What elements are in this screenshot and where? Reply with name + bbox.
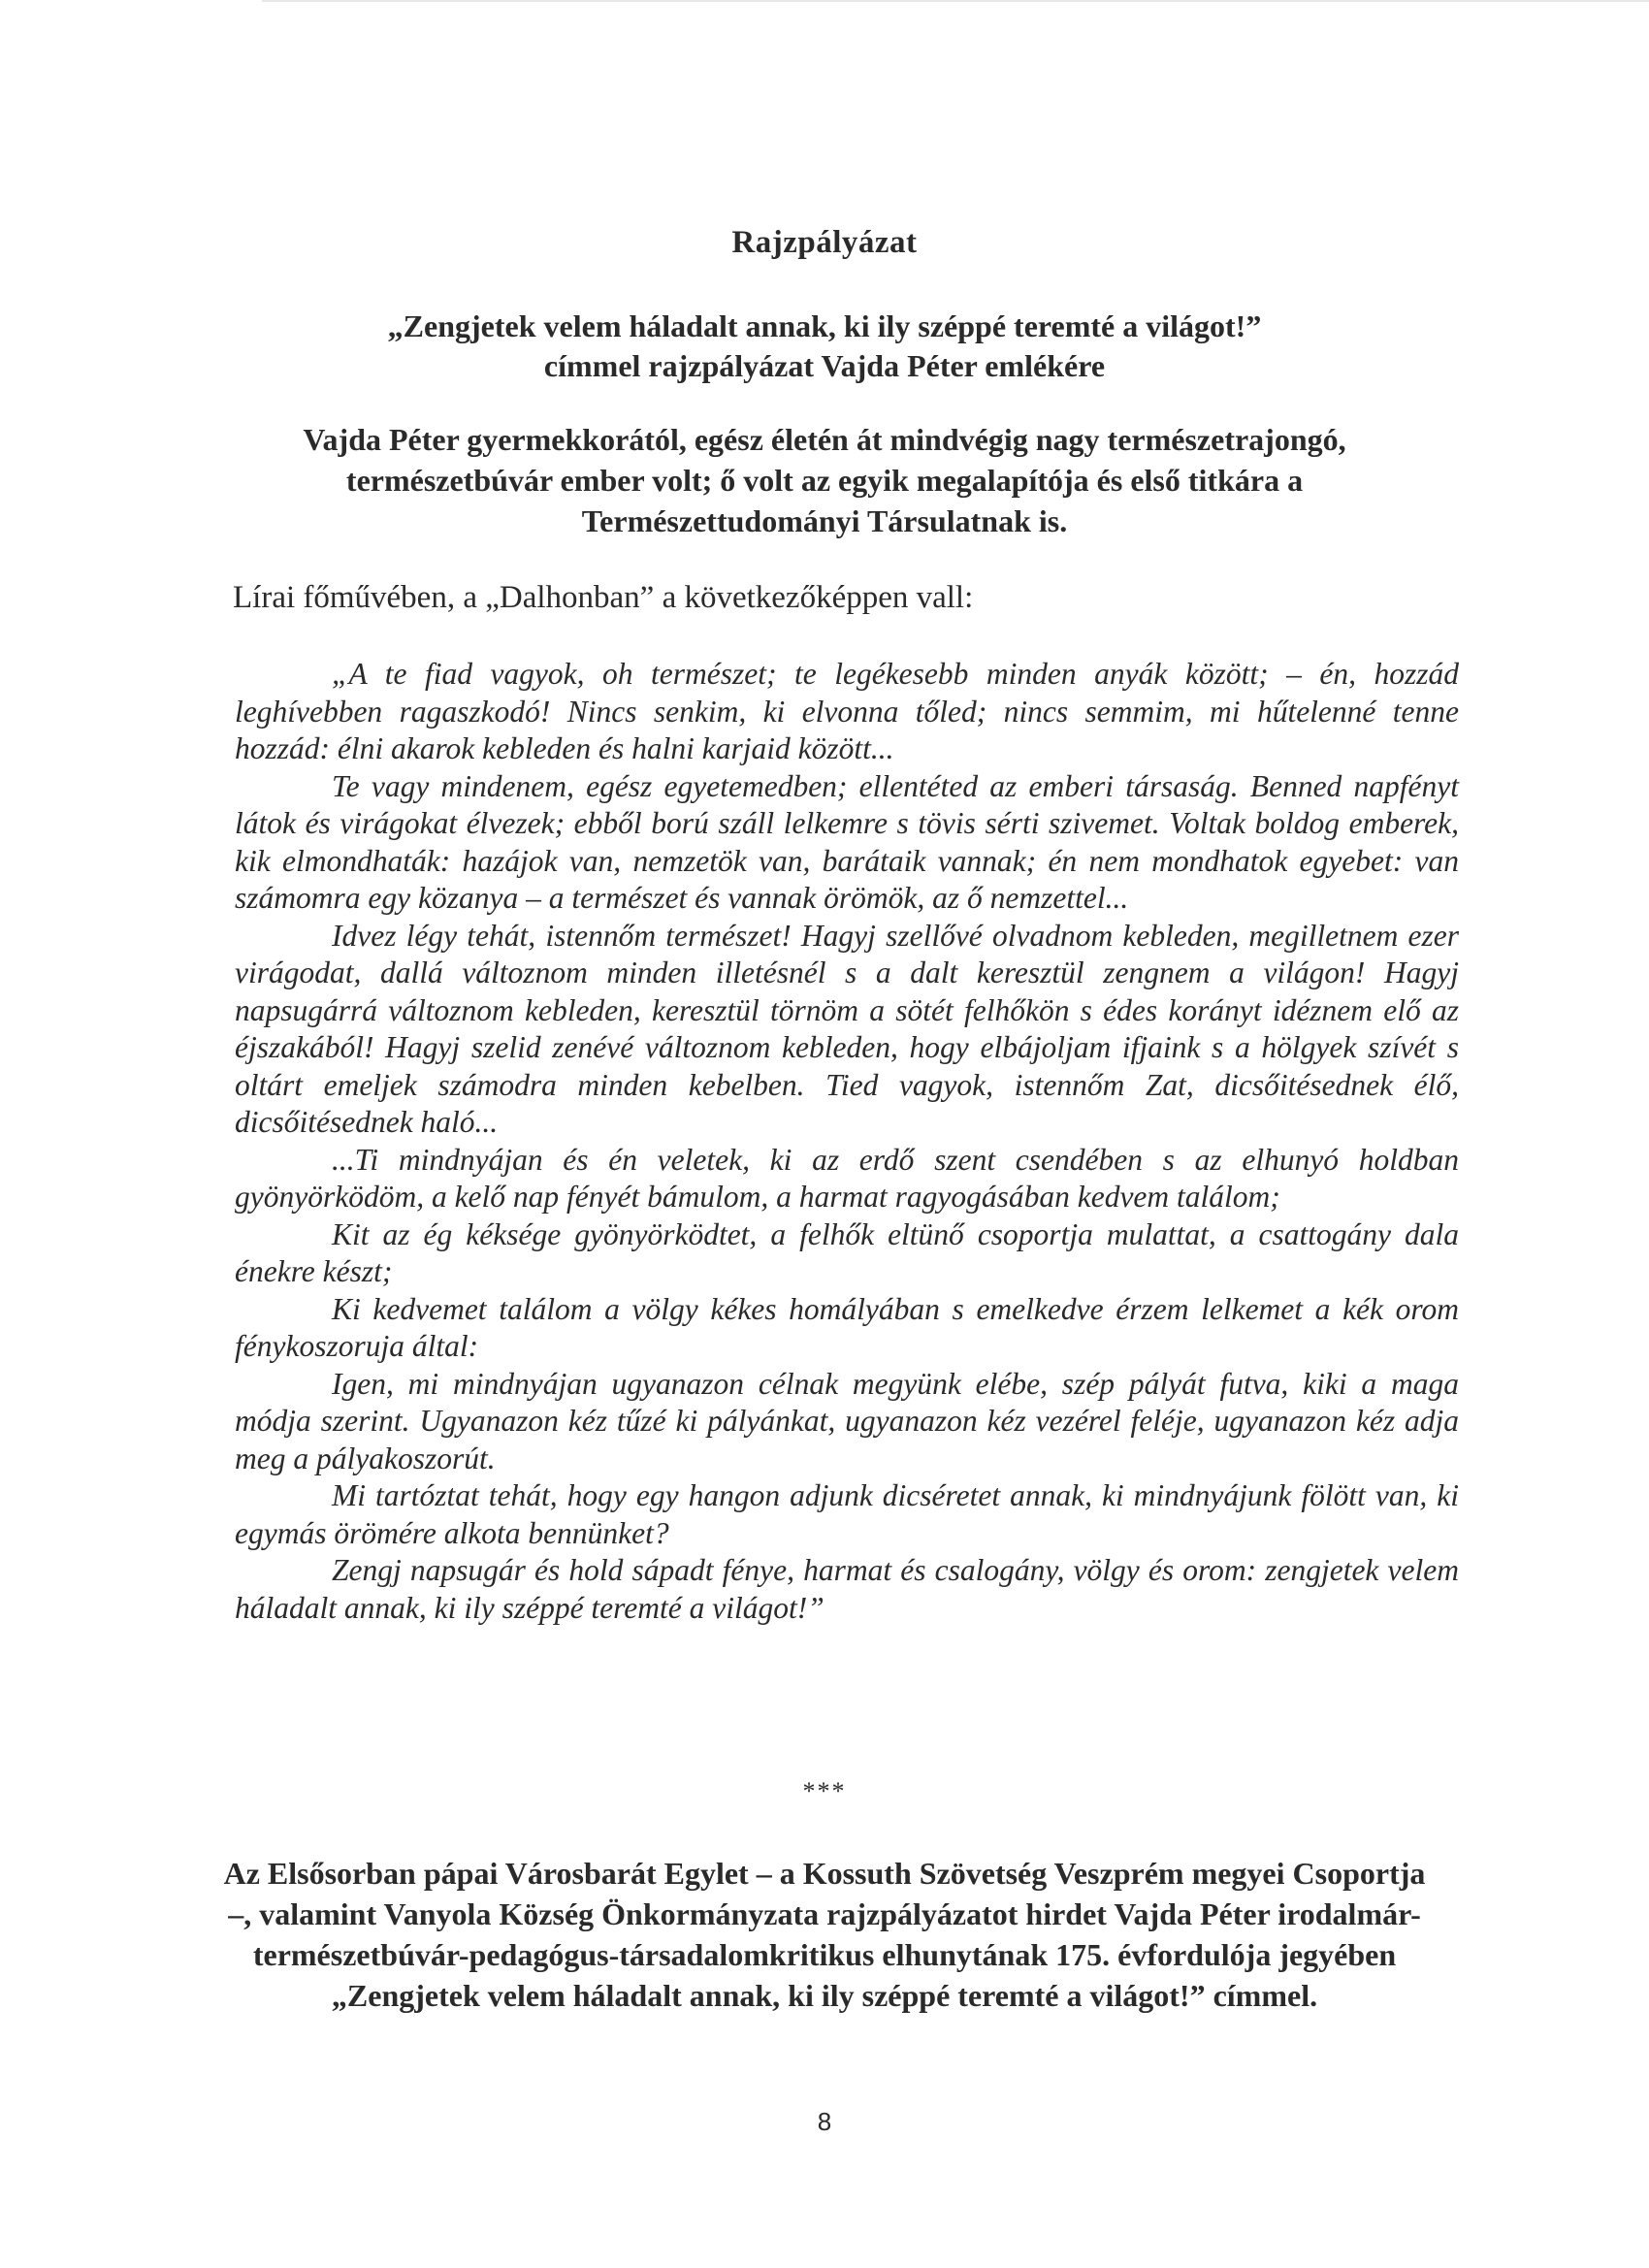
- quote-paragraph: Idvez légy tehát, istennőm természet! Hagyj szellővé olvadnom kebleden, megilletnem ezer virágodat, dallá változnom minden illetésnél s a dalt keresztül zengnem a világon! Hagyj napsugárrá változnom kebleden, keresztül törnöm a sötét felhőkön s édes korányt idéznem elő az éjszakából! Hagyj szelid zenévé változnom kebleden, hogy elbájoljam ifjaink s a hölgyek szívét s oltárt emeljek számodra minden kebelben. Tied vagyok, istennőm Zat, dicsőitésednek élő, dicsőitésednek haló...: [235, 918, 1459, 1139]
- scan-edge-line: [262, 0, 1649, 2]
- quote-paragraph: Kit az ég kéksége gyönyörködtet, a felhők eltünő csoportja mulattat, a csattogány dala énekre készt;: [235, 1216, 1459, 1288]
- subtitle-line-1: „Zengjetek velem háladalt annak, ki ily széppé teremté a világot!”: [387, 308, 1262, 343]
- subtitle: [291, 307, 1358, 386]
- quote-paragraph: Zengj napsugár és hold sápadt fénye, harmat és csalogány, völgy és orom: zengjetek velem háladalt annak, ki ily széppé teremté a világot!”: [235, 1553, 1459, 1625]
- quote-paragraph: ...Ti mindnyájan és én veletek, ki az erdő szent csendében s az elhunyó holdban gyönyörködöm, a kelő nap fényét bámulom, a harmat ragyogásában kedvem találom;: [235, 1142, 1459, 1214]
- quote-paragraph: Ki kedvemet találom a völgy kékes homályában s emelkedve érzem lelkemet a kék orom fénykoszoruja által:: [235, 1291, 1459, 1363]
- subtitle-line-2: címmel rajzpályázat Vajda Péter emlékére: [543, 348, 1106, 383]
- quote-paragraph: „A te fiad vagyok, oh természet; te legékesebb minden anyák között; – én, hozzád leghívebben ragaszkodó! Nincs senkim, ki elvonna tőled; nincs semmim, mi hűtelenné tenne hozzád: élni akarok kebleden és halni karjaid között...: [235, 657, 1459, 765]
- quote-paragraph: Mi tartóztat tehát, hogy egy hangon adjunk dicséretet annak, ki mindnyájunk fölött van, ki egymás örömére alkota bennünket?: [235, 1478, 1459, 1550]
- lead-sentence: Lírai főművében, a „Dalhonban” a következőképpen vall:: [233, 580, 974, 615]
- page-title: Rajzpályázat: [731, 225, 918, 260]
- quotation-block: [235, 656, 1459, 1627]
- intro-paragraph: Vajda Péter gyermekkorától, egész életén át mindvégig nagy természetrajongó, természetbúvár ember volt; ő volt az egyik megalapítója és első titkára a Természettudományi Társulatnak is.: [303, 422, 1346, 538]
- announcement-paragraph: Az Elsősorban pápai Városbarát Egylet – a Kossuth Szövetség Veszprém megyei Csoportja –, valamint Vanyola Község Önkormányzata rajzpályázatot hirdet Vajda Péter irodalmár-természetbúvár-pedagógus-társadalomkritikus elhunytának 175. évfordulója jegyében „Zengjetek velem háladalt annak, ki ily széppé teremté a világot!” címmel.: [223, 1856, 1426, 2013]
- quote-paragraph: Te vagy mindenem, egész egyetemedben; ellentéted az emberi társaság. Benned napfényt látok és virágokat élvezek; ebből ború száll lelkemre s tövis sérti szivemet. Voltak boldog emberek, kik elmondhaták: hazájok van, nemzetök van, barátaik vannak; én nem mondhatok egyebet: van számomra egy közanya – a természet és vannak örömök, az ő nemzettel...: [235, 768, 1459, 915]
- section-separator: ***: [802, 1777, 847, 1805]
- page-number: 8: [817, 2107, 832, 2136]
- quote-paragraph: Igen, mi mindnyájan ugyanazon célnak megyünk elébe, szép pályát futva, kiki a maga módja szerint. Ugyanazon kéz tűzé ki pályánkat, ugyanazon kéz vezérel feléje, ugyanazon kéz adja meg a pályakoszorút.: [235, 1366, 1459, 1475]
